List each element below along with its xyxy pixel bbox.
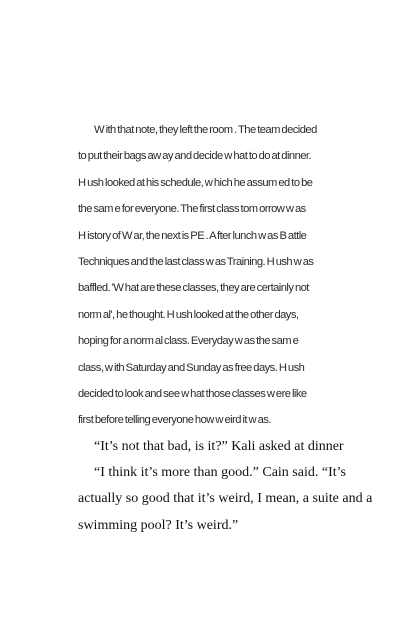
text-line: norm al', he thought. H ush looked at the other days, [78,308,299,321]
text-line: hoping for a norm al class. Everyday w as the sam e [78,335,299,348]
text-line: Techniques and the last class w as Training. H ush w as [78,255,314,268]
text-line: baffled. 'W hat are these classes, they are certainly not [78,282,309,295]
text-line: actually so good that it’s weird, I mean, a suite and a [78,491,373,507]
text-line: “It’s not that bad, is it?” Kali asked at dinner [94,438,344,454]
text-line: to put their bags aw ay and decide w hat to do at dinner. [78,150,312,163]
text-line: the sam e for everyone. The first class tom orrow w as [78,203,306,216]
text-line: class, w ith Saturday and Sunday as free days. H ush [78,361,305,374]
text-line: H istory of W ar, the next is PE . A fter lunch w as B attle [78,229,307,242]
text-line: decided to look and see w hat those classes w ere like [78,387,307,400]
text-line: “I think it’s more than good.” Cain said. “It’s [94,465,346,481]
text-line: H ush looked at his schedule, w hich he assum ed to be [78,176,313,189]
body-text [78,117,373,539]
text-line: first before telling everyone how w eird it w as. [78,414,271,427]
text-line: W ith that note, they left the room . The team decided [94,124,317,136]
text-line: swimming pool? It’s weird.” [78,517,239,533]
